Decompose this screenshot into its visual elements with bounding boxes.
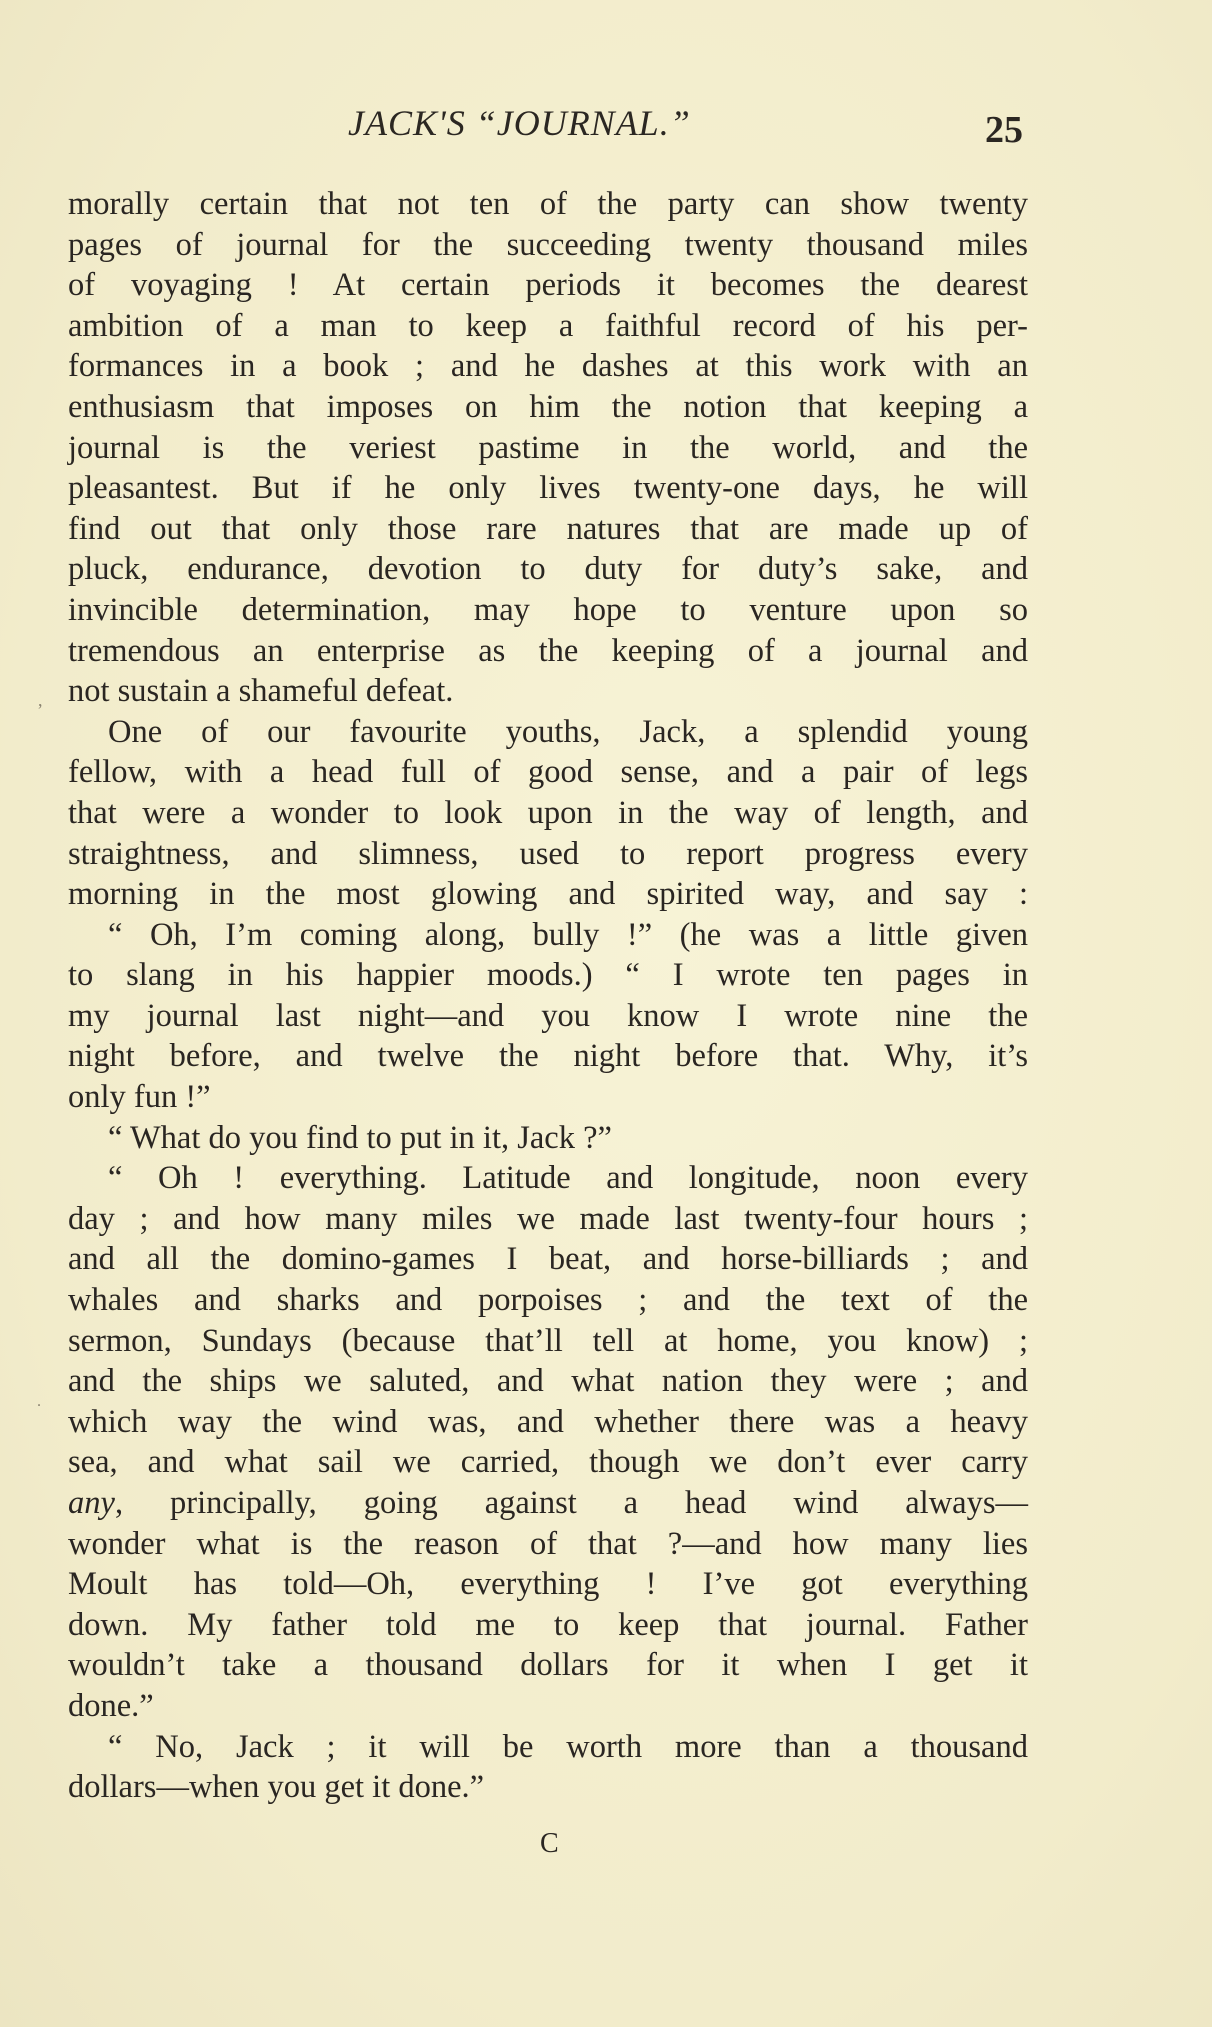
text-line: morning in the most glowing and spirited way, and say : bbox=[68, 876, 1028, 913]
text-line: invincible determination, may hope to venture upon so bbox=[68, 591, 1028, 628]
text-line: straightness, and slimness, used to report progress every bbox=[68, 835, 1028, 872]
text-line: down. My father told me to keep that journal. Father bbox=[68, 1606, 1028, 1643]
text-line: journal is the veriest pastime in the world, and the bbox=[68, 429, 1028, 466]
text-line: done.” bbox=[68, 1687, 154, 1724]
text-line: fellow, with a head full of good sense, and a pair of legs bbox=[68, 754, 1028, 791]
text-line: wouldn’t take a thousand dollars for it when I get it bbox=[68, 1647, 1028, 1684]
running-head bbox=[0, 102, 1212, 162]
text-line: Moult has told—Oh, everything ! I’ve got everything bbox=[68, 1566, 1028, 1603]
text-line: and all the domino-games I beat, and horse-billiards ; and bbox=[68, 1241, 1028, 1278]
text-line: dollars—when you get it done.” bbox=[68, 1769, 485, 1806]
text-line: formances in a book ; and he dashes at this work with an bbox=[68, 348, 1028, 385]
text-line-rest: , principally, going against a head wind always— bbox=[114, 1485, 1028, 1521]
margin-speck: ˙ bbox=[36, 1400, 42, 1420]
running-title: JACK'S “JOURNAL.” bbox=[348, 103, 691, 143]
body-text bbox=[68, 184, 1028, 1808]
text-line: ambition of a man to keep a faithful record of his per- bbox=[68, 307, 1028, 344]
text-line: “ Oh ! everything. Latitude and longitude, noon every bbox=[108, 1160, 1028, 1197]
text-line: only fun !” bbox=[68, 1079, 211, 1116]
text-line: not sustain a shameful defeat. bbox=[68, 673, 454, 710]
text-line: pleasantest. But if he only lives twenty-one days, he will bbox=[68, 470, 1028, 507]
text-line: night before, and twelve the night before that. Why, it’s bbox=[68, 1038, 1028, 1075]
signature-mark: C bbox=[540, 1828, 559, 1859]
margin-speck: , bbox=[38, 690, 43, 710]
text-line: morally certain that not ten of the party can show twenty bbox=[68, 186, 1028, 222]
text-line: sermon, Sundays (because that’ll tell at home, you know) ; bbox=[68, 1322, 1028, 1359]
text-line: and the ships we saluted, and what nation they were ; and bbox=[68, 1363, 1028, 1400]
text-line bbox=[68, 1483, 1028, 1524]
text-line: sea, and what sail we carried, though we don’t ever carry bbox=[68, 1444, 1028, 1481]
text-line: tremendous an enterprise as the keeping of a journal and bbox=[68, 632, 1028, 669]
text-line: enthusiasm that imposes on him the notion that keeping a bbox=[68, 388, 1028, 425]
page-number: 25 bbox=[985, 109, 1023, 151]
text-line: whales and sharks and porpoises ; and the text of the bbox=[68, 1282, 1028, 1319]
text-line: of voyaging ! At certain periods it becomes the dearest bbox=[68, 267, 1028, 304]
text-line: “ Oh, I’m coming along, bully !” (he was a little given bbox=[108, 916, 1028, 953]
text-line: pages of journal for the succeeding twenty thousand miles bbox=[68, 226, 1028, 263]
text-line: that were a wonder to look upon in the way of length, and bbox=[68, 794, 1028, 831]
text-line: my journal last night—and you know I wrote nine the bbox=[68, 997, 1028, 1034]
text-line: pluck, endurance, devotion to duty for duty’s sake, and bbox=[68, 551, 1028, 588]
text-line: wonder what is the reason of that ?—and how many lies bbox=[68, 1525, 1028, 1562]
text-line: which way the wind was, and whether there was a heavy bbox=[68, 1403, 1028, 1440]
text-line: One of our favourite youths, Jack, a splendid young bbox=[108, 713, 1028, 750]
text-line: “ What do you find to put in it, Jack ?” bbox=[108, 1119, 612, 1156]
italic-word: any bbox=[68, 1485, 115, 1521]
text-line: find out that only those rare natures that are made up of bbox=[68, 510, 1028, 547]
text-line: day ; and how many miles we made last twenty-four hours ; bbox=[68, 1200, 1028, 1237]
text-line: “ No, Jack ; it will be worth more than a thousand bbox=[108, 1728, 1028, 1765]
text-line: to slang in his happier moods.) “ I wrote ten pages in bbox=[68, 957, 1028, 994]
